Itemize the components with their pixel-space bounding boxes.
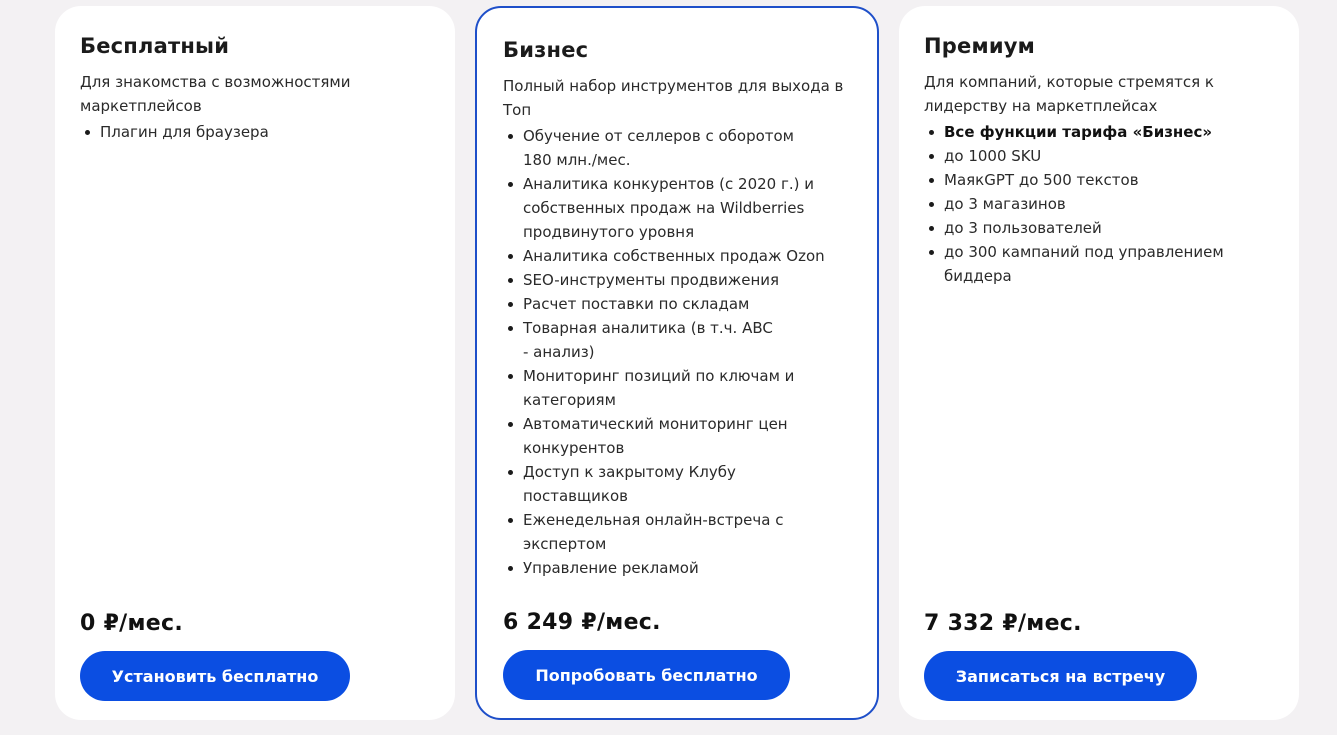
plan-price: 7 332 ₽/мес. [924, 611, 1082, 636]
plan-title: Бесплатный [80, 34, 230, 58]
feature-item: до 3 магазинов [924, 192, 1269, 216]
plan-price: 6 249 ₽/мес. [503, 610, 661, 635]
book-meeting-button[interactable]: Записаться на встречу [924, 651, 1197, 701]
feature-item: до 300 кампаний под управлением биддера [924, 240, 1264, 288]
feature-item: Все функции тарифа «Бизнес» [924, 120, 1269, 144]
plan-card-free [55, 6, 455, 720]
install-free-button[interactable]: Установить бесплатно [80, 651, 350, 701]
feature-item: до 1000 SKU [924, 144, 1269, 168]
feature-list [80, 120, 431, 144]
feature-item: Мониторинг позиций по ключам и категориям [503, 364, 803, 412]
plan-price: 0 ₽/мес. [80, 611, 184, 636]
feature-item: Аналитика собственных продаж Ozon [503, 244, 843, 268]
feature-list [924, 120, 1269, 288]
feature-item: Управление рекламой [503, 556, 843, 580]
feature-item: Аналитика конкурентов (с 2020 г.) и собственных продаж на Wildberries продвинутого уровня [503, 172, 828, 244]
feature-list [503, 124, 843, 580]
feature-item: Обучение от селлеров с оборотом 180 млн./мес. [503, 124, 803, 172]
feature-item: Расчет поставки по складам [503, 292, 843, 316]
plan-description: Полный набор инструментов для выхода в Топ [503, 77, 844, 119]
plan-card-premium [899, 6, 1299, 720]
feature-item: Еженедельная онлайн-встреча с экспертом [503, 508, 793, 556]
try-free-button[interactable]: Попробовать бесплатно [503, 650, 790, 700]
feature-item: Автоматический мониторинг цен конкурентов [503, 412, 808, 460]
feature-item: Товарная аналитика (в т.ч. ABC - анализ) [503, 316, 783, 364]
feature-item: МаякGPT до 500 текстов [924, 168, 1269, 192]
plan-title: Премиум [924, 34, 1035, 58]
plan-card-business [475, 6, 879, 720]
feature-item: Плагин для браузера [80, 120, 431, 144]
plan-description: Для компаний, которые стремятся к лидерству на маркетплейсах [924, 73, 1214, 115]
feature-item: Доступ к закрытому Клубу поставщиков [503, 460, 753, 508]
feature-item: до 3 пользователей [924, 216, 1269, 240]
plan-description: Для знакомства с возможностями маркетплейсов [80, 73, 351, 115]
feature-item: SEO-инструменты продвижения [503, 268, 843, 292]
plan-title: Бизнес [503, 38, 589, 62]
